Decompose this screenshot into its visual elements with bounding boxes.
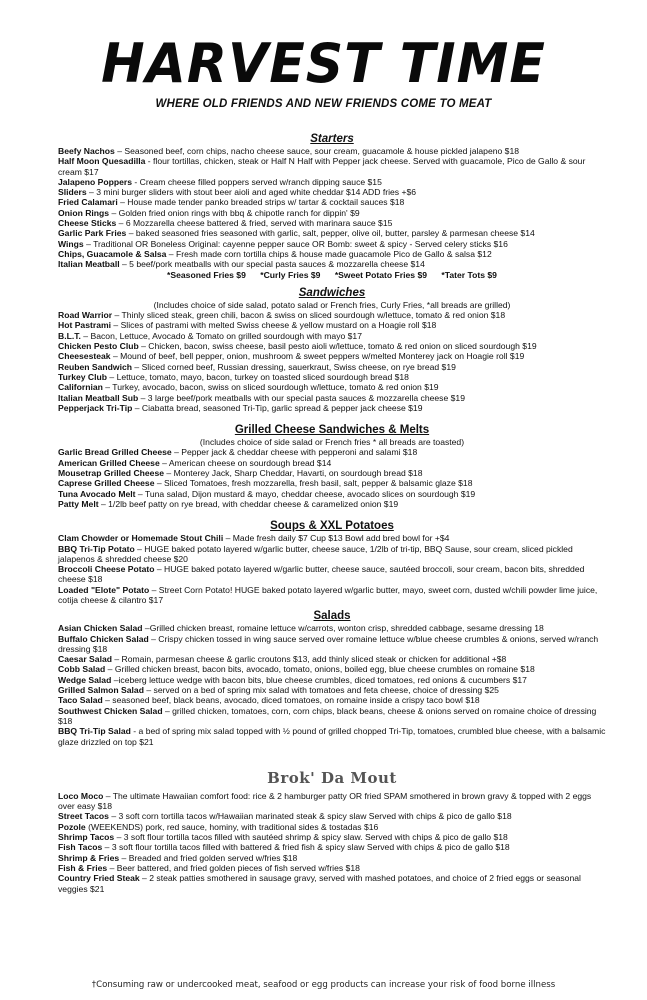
menu-item <box>58 791 606 812</box>
menu-item <box>58 458 606 468</box>
menu-item <box>58 468 606 478</box>
menu-item-name: Jalapeno Poppers <box>58 176 133 187</box>
menu-item <box>58 362 606 372</box>
sandwiches-note: (Includes choice of side salad, potato salad or French fries, Curly Fries, *all breads are grilled) <box>153 299 511 310</box>
grilled-list <box>58 447 606 509</box>
menu-item-name: Wedge Salad <box>58 674 112 685</box>
menu-item-description: – served on a bed of spring mix salad with tomatoes and feta cheese, choice of dressing $25 <box>143 685 499 696</box>
menu-item-description: – Beer battered, and fried golden pieces of fish served w/fries $18 <box>107 862 360 873</box>
menu-item-description: - Cream cheese filled poppers served w/ranch dipping sauce $15 <box>132 176 382 187</box>
menu-item-name: Half Moon Quesadilla <box>58 156 146 167</box>
menu-item-description: – 5 beef/pork meatballs with our special pasta sauces & mozzarella cheese $14 <box>119 259 425 270</box>
menu-item-name: Cheese Sticks <box>58 218 117 229</box>
menu-item <box>58 403 606 413</box>
menu-item-description: – grilled chicken, tomatoes, corn, corn chips, black beans, cheese & onions served on romaine choice of dressing $18 <box>58 705 597 726</box>
menu-item-description: – House made tender panko breaded strips w/ tartar & cocktail sauces $18 <box>117 197 405 208</box>
menu-item-description: – Street Corn Potato! HUGE baked potato layered w/garlic butter, mayo, sweet corn, dusted w/chili powder lime juice, cotija cheese & cilantro $17 <box>58 584 598 605</box>
extra-item: *Curly Fries $9 <box>260 269 321 280</box>
extra-item: *Seasoned Fries $9 <box>167 269 246 280</box>
extra-item: *Tater Tots $9 <box>441 269 497 280</box>
menu-item <box>58 544 606 565</box>
menu-item <box>58 726 606 747</box>
menu-item-name: BBQ Tri-Tip Salad <box>58 726 131 737</box>
soups-list <box>58 533 606 605</box>
menu-item-name: B.L.T. <box>58 330 81 341</box>
menu-item-name: Caprese Grilled Cheese <box>58 478 155 489</box>
menu-item-name: Fish Tacos <box>58 842 103 853</box>
menu-item-description: – Seasoned beef, corn chips, nacho cheese sauce, sour cream, guacamole & house pickled jalapeno $18 <box>114 146 520 156</box>
menu-item-name: Garlic Park Fries <box>58 228 127 239</box>
menu-item-name: Chicken Pesto Club <box>58 341 139 352</box>
section-title-brok-da-mout: Brok' Da Mout <box>267 768 397 787</box>
salads-list <box>58 623 606 747</box>
menu-item-name: Beefy Nachos <box>58 146 115 156</box>
restaurant-title: HARVEST TIME <box>101 32 546 96</box>
sandwiches-list <box>58 310 606 413</box>
menu-item-name: Italian Meatball <box>58 259 120 270</box>
menu-item <box>58 623 606 633</box>
menu-item <box>58 695 606 705</box>
menu-item <box>58 585 606 606</box>
menu-item <box>58 310 606 320</box>
menu-item-name: Garlic Bread Grilled Cheese <box>58 447 172 458</box>
menu-item-description: – Mound of beef, bell pepper, onion, mushroom & sweet peppers w/melted Monterey jack on Hoagie roll $19 <box>110 351 525 362</box>
menu-item-name: Pozole <box>58 821 86 832</box>
starters-list <box>58 146 606 270</box>
menu-item <box>58 372 606 382</box>
menu-item-name: Pepperjack Tri-Tip <box>58 402 133 413</box>
menu-item <box>58 146 606 156</box>
menu-item <box>58 478 606 488</box>
menu-item <box>58 634 606 655</box>
menu-item-description: – 1/2lb beef patty on rye bread, with cheddar cheese & caramelized onion $19 <box>98 498 399 509</box>
menu-item-description: – Sliced corned beef, Russian dressing, sauerkraut, Swiss cheese, on rye bread $19 <box>132 361 456 372</box>
menu-item-name: BBQ Tri-Tip Potato <box>58 543 135 554</box>
menu-item-name: Californian <box>58 382 103 393</box>
extra-item: *Sweet Potato Fries $9 <box>334 269 428 280</box>
menu-item-name: Loaded "Elote" Potato <box>58 584 150 595</box>
menu-item-description: (WEEKENDS) pork, red sauce, hominy, with traditional sides & tostadas $16 <box>85 821 379 832</box>
menu-item <box>58 239 606 249</box>
menu-item <box>58 249 606 259</box>
menu-item <box>58 341 606 351</box>
section-title-sandwiches: Sandwiches <box>298 286 366 299</box>
menu-item <box>58 187 606 197</box>
menu-item-description: – 6 Mozzarella cheese battered & fried, served with marinara sauce $15 <box>116 218 393 229</box>
menu-item-description: - a bed of spring mix salad topped with ½ pound of grilled chopped Tri-Tip, tomatoes, crumbled blue cheese, with a balsamic glaze drizzled on top $21 <box>58 726 606 747</box>
menu-item-name: Turkey Club <box>58 371 108 382</box>
menu-item <box>58 218 606 228</box>
menu-item-description: – HUGE baked potato layered w/garlic butter, cheese sauce, sautéed broccoli, sour cream, bacon bits, shredded cheese $18 <box>58 564 585 585</box>
menu-item-description: – Turkey, avocado, bacon, swiss on sliced sourdough w/lettuce, tomato & red onion $19 <box>102 382 439 393</box>
menu-item <box>58 351 606 361</box>
menu-item-description: – Grilled chicken breast, bacon bits, avocado, tomato, onions, boiled egg, blue cheese crumbles on romaine $18 <box>105 664 535 675</box>
menu-item-name: Hot Pastrami <box>58 320 112 331</box>
menu-item-description: – Chicken, bacon, swiss cheese, basil pesto aioli w/lettuce, tomato & red onion on sliced sourdough $19 <box>138 341 537 352</box>
menu-item <box>58 873 606 894</box>
grilled-note: (Includes choice of side salad or French fries * all breads are toasted) <box>199 437 465 448</box>
menu-item <box>58 228 606 238</box>
menu-item-description: – 3 soft flour tortilla tacos filled with battered & fried fish & spicy slaw Served with chips & pico de gallo $18 <box>102 842 510 853</box>
menu-item-name: Fried Calamari <box>58 197 118 208</box>
menu-item-description: – Tuna salad, Dijon mustard & mayo, cheddar cheese, avocado slices on sourdough $19 <box>135 488 476 499</box>
menu-item <box>58 853 606 863</box>
section-title-grilled: Grilled Cheese Sandwiches & Melts <box>234 424 430 437</box>
menu-item-description: – 3 soft flour tortilla tacos filled with sautéed shrimp & spicy slaw. Served with chips & pico de gallo $18 <box>114 832 508 843</box>
menu-item-description: – Made fresh daily $7 Cup $13 Bowl add bred bowl for +$4 <box>223 533 450 544</box>
menu-item <box>58 259 606 269</box>
menu-item-name: Clam Chowder or Homemade Stout Chili <box>58 533 224 544</box>
menu-item-description: – seasoned beef, black beans, avocado, diced tomatoes, on romaine inside a crispy taco bowl $18 <box>102 695 480 706</box>
fries-extras <box>58 270 606 280</box>
menu-item-name: Grilled Salmon Salad <box>58 685 144 696</box>
menu-item-description: – Fresh made corn tortilla chips & house made guacamole Pico de Gallo & salsa $12 <box>166 248 492 259</box>
menu-item-name: Loco Moco <box>58 790 104 801</box>
brok-list <box>58 791 606 894</box>
menu-item-description: – American cheese on sourdough bread $14 <box>159 457 332 468</box>
menu-item-description: – Crispy chicken tossed in wing sauce served over romaine lettuce w/blue cheese crumbles & onions, served w/ranch dressing $18 <box>58 633 599 654</box>
menu-item-description: – 3 large beef/pork meatballs with our special pasta sauces & mozzarella cheese $19 <box>138 392 465 403</box>
menu-item-description: – Slices of pastrami with melted Swiss cheese & yellow mustard on a Hoagie roll $18 <box>111 320 437 331</box>
menu-item <box>58 331 606 341</box>
menu-item <box>58 393 606 403</box>
menu-item-description: – Golden fried onion rings with bbq & chipotle ranch for dippin' $9 <box>109 207 360 218</box>
menu-item-description: – Ciabatta bread, seasoned Tri-Tip, garlic spread & pepper jack cheese $19 <box>132 402 423 413</box>
menu-item-name: Wings <box>58 238 84 249</box>
menu-item <box>58 664 606 674</box>
menu-item-description: – Sliced Tomatoes, fresh mozzarella, fresh basil, salt, pepper & balsamic glaze $18 <box>154 478 473 489</box>
menu-item <box>58 863 606 873</box>
menu-item-description: – Thinly sliced steak, green chili, bacon & swiss on sliced sourdough w/lettuce, tomato & red onion $18 <box>112 310 506 321</box>
menu-item <box>58 177 606 187</box>
restaurant-tagline: WHERE OLD FRIENDS AND NEW FRIENDS COME TO MEAT <box>155 98 492 110</box>
menu-item-description: – 2 steak patties smothered in sausage gravy, served with mashed potatoes, and choice of 2 fried eggs or seasonal veggies $21 <box>58 873 581 894</box>
menu-item-description: – Pepper jack & cheddar cheese with pepperoni and salami $18 <box>171 447 418 458</box>
menu-content <box>58 128 606 894</box>
section-title-salads: Salads <box>313 610 351 623</box>
menu-item-description: - flour tortillas, chicken, steak or Half N Half with Pepper jack cheese. Served with guacamole, Pico de Gallo & sour cream $17 <box>58 156 586 177</box>
menu-item <box>58 832 606 842</box>
menu-item <box>58 197 606 207</box>
menu-item-name: Onion Rings <box>58 207 110 218</box>
menu-item-description: – The ultimate Hawaiian comfort food: rice & 2 hamburger patty OR fried SPAM smothered in brown gravy & topped with 2 eggs over easy $18 <box>58 790 592 812</box>
menu-item <box>58 706 606 727</box>
menu-item <box>58 533 606 543</box>
menu-item-description: – 3 mini burger sliders with stout beer aioli and aged white cheddar $14 ADD fries +$6 <box>86 187 417 198</box>
menu-item-description: –Grilled chicken breast, romaine lettuce w/carrots, wonton crisp, shredded cabbage, sesame dressing 18 <box>142 623 544 634</box>
menu-item-name: Chips, Guacamole & Salsa <box>58 248 167 259</box>
menu-item-name: Sliders <box>58 187 87 198</box>
menu-item-name: Caesar Salad <box>58 654 112 665</box>
menu-item <box>58 675 606 685</box>
menu-item <box>58 564 606 585</box>
disclaimer: †Consuming raw or undercooked meat, seafood or egg products can increase your risk of food borne illness <box>91 980 556 990</box>
section-title-soups: Soups & XXL Potatoes <box>270 520 394 533</box>
menu-item-name: Street Tacos <box>58 811 109 822</box>
menu-item <box>58 685 606 695</box>
menu-item-description: – HUGE baked potato layered w/garlic butter, cheese sauce, 1/2lb of tri-tip, BBQ Sause, sour cream, sliced pickled jalapenos & shredded cheese $20 <box>58 543 573 564</box>
menu-item-description: – Romain, parmesan cheese & garlic croutons $13, add thinly sliced steak or chicken for additional +$8 <box>111 654 507 665</box>
menu-item <box>58 447 606 457</box>
menu-item-name: Shrimp & Fries <box>58 852 120 863</box>
menu-item-name: Broccoli Cheese Potato <box>58 564 155 575</box>
menu-item <box>58 156 606 177</box>
menu-item-name: Italian Meatball Sub <box>58 392 139 403</box>
section-title-starters: Starters <box>310 133 354 145</box>
menu-item <box>58 499 606 509</box>
menu-item <box>58 208 606 218</box>
menu-item-description: –iceberg lettuce wedge with bacon bits, blue cheese crumbles, diced tomatoes, red onions & cucumbers $17 <box>111 674 527 685</box>
menu-item <box>58 822 606 832</box>
menu-item-description: – baked seasoned fries seasoned with garlic, salt, pepper, olive oil, butter, parsley & parmesan cheese $14 <box>126 228 535 239</box>
menu-item-name: Road Warrior <box>58 310 113 321</box>
menu-item-name: Cheesesteak <box>58 351 111 362</box>
menu-item <box>58 489 606 499</box>
menu-item-description: – Traditional OR Boneless Original: cayenne pepper sauce OR Bomb: sweet & spicy - Served celery sticks $16 <box>83 238 508 249</box>
menu-item-name: Fish & Fries <box>58 862 108 873</box>
menu-item-name: Country Fried Steak <box>58 873 140 884</box>
menu-item-name: Reuben Sandwich <box>58 361 133 372</box>
menu-item-name: Shrimp Tacos <box>58 832 115 843</box>
menu-item-name: Asian Chicken Salad <box>58 623 143 634</box>
menu-item-description: – Lettuce, tomato, mayo, bacon, turkey on toasted sliced sourdough bread $18 <box>107 371 409 382</box>
menu-item <box>58 320 606 330</box>
menu-item-name: Cobb Salad <box>58 664 106 675</box>
menu-item-description: – Bacon, Lettuce, Avocado & Tomato on grilled sourdough with mayo $17 <box>80 330 362 341</box>
menu-item-description: – 3 soft corn tortilla tacos w/Hawaiian marinated steak & spicy slaw Served with chips & pico de gallo $18 <box>108 811 512 822</box>
menu-item <box>58 382 606 392</box>
menu-item-description: – Breaded and fried golden served w/fries $18 <box>119 852 298 863</box>
menu-item-name: American Grilled Cheese <box>58 457 160 468</box>
menu-item-name: Southwest Chicken Salad <box>58 705 163 716</box>
menu-item-name: Patty Melt <box>58 498 99 509</box>
menu-item-name: Buffalo Chicken Salad <box>58 633 149 644</box>
menu-item-name: Tuna Avocado Melt <box>58 488 136 499</box>
menu-item-description: – Monterey Jack, Sharp Cheddar, Havarti, on sourdough bread $18 <box>164 468 423 479</box>
menu-item-name: Mousetrap Grilled Cheese <box>58 468 165 479</box>
menu-item <box>58 842 606 852</box>
menu-item <box>58 811 606 821</box>
menu-item-name: Taco Salad <box>58 695 103 706</box>
menu-item <box>58 654 606 664</box>
